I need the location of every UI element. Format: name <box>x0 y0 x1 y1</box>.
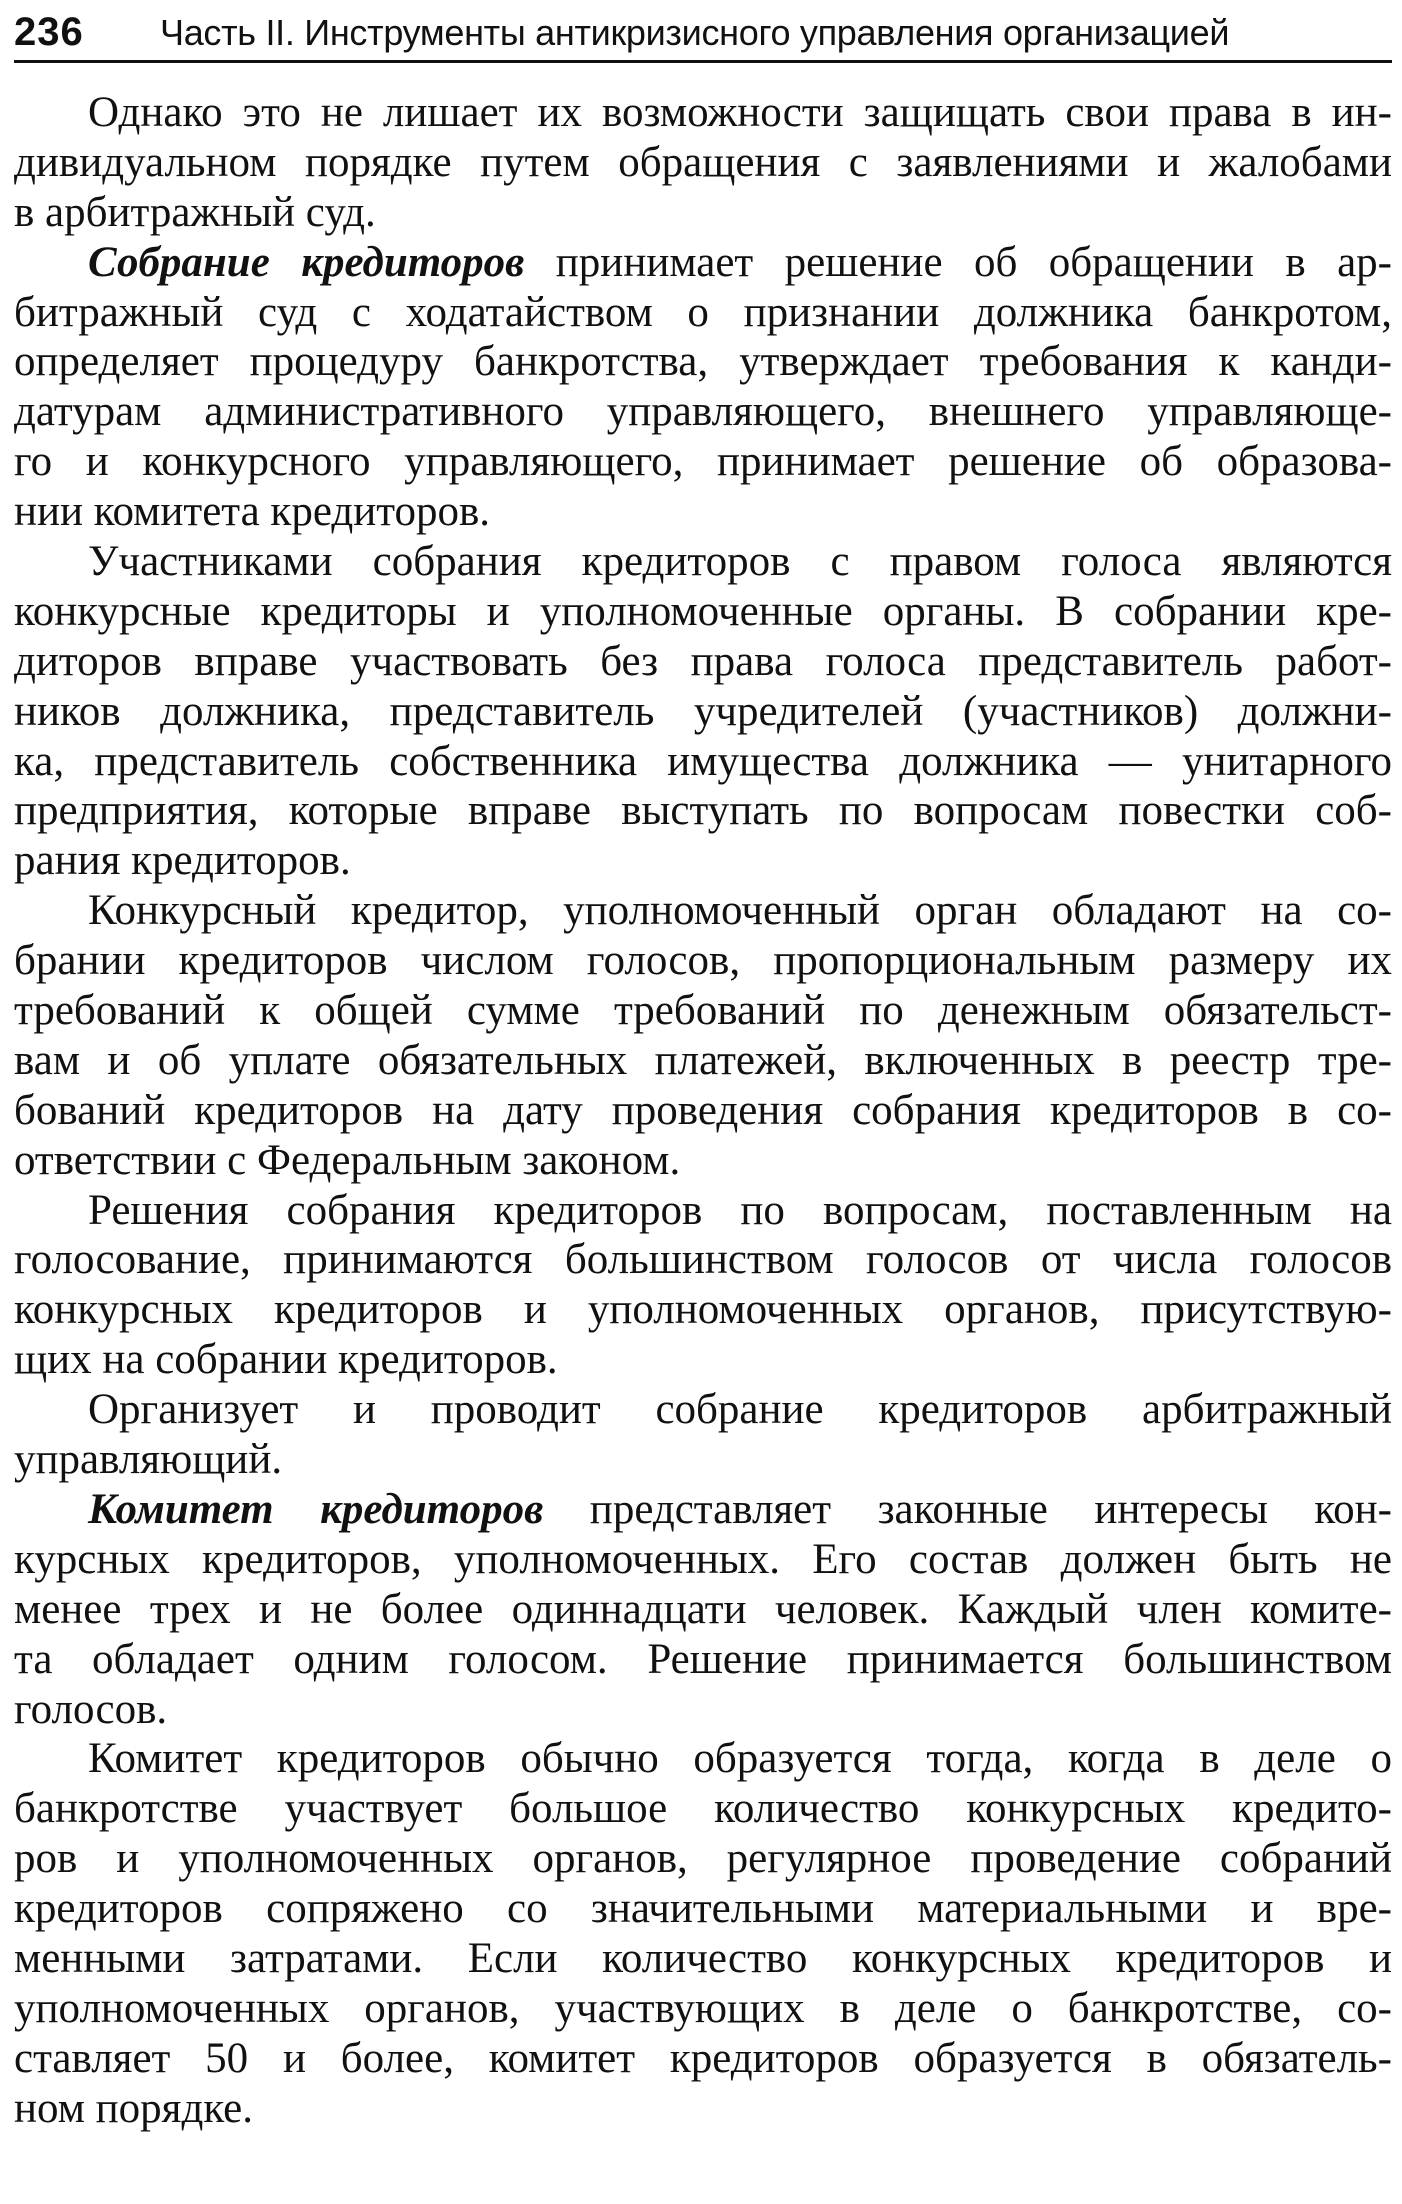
text-line <box>14 936 1392 986</box>
line-text: менными затратами. Если количество конкурсных кредиторов и <box>14 1934 1392 1982</box>
paragraph <box>14 1734 1392 2133</box>
line-text: ном порядке. <box>14 2084 253 2132</box>
line-text: курсных кредиторов, уполномоченных. Его состав должен быть не <box>14 1535 1392 1583</box>
line-text: бований кредиторов на дату проведения собрания кредиторов в со- <box>14 1086 1392 1134</box>
text-line <box>14 1934 1392 1984</box>
text-line <box>14 986 1392 1036</box>
line-text: Комитет кредиторов обычно образуется тогда, когда в деле о <box>88 1735 1392 1783</box>
text-line <box>14 587 1392 637</box>
body-text <box>14 88 1392 2134</box>
text-line <box>14 886 1392 936</box>
text-line <box>14 1086 1392 1136</box>
text-line <box>14 1235 1392 1285</box>
line-text: конкурсных кредиторов и уполномоченных органов, присутствую- <box>14 1286 1392 1334</box>
paragraph <box>14 1385 1392 1485</box>
text-line <box>14 1036 1392 1086</box>
text-line <box>14 786 1392 836</box>
text-line <box>14 88 1392 138</box>
text-line <box>14 1435 1392 1485</box>
text-line <box>14 1585 1392 1635</box>
line-text: голосование, принимаются большинством голосов от числа голосов <box>14 1236 1392 1284</box>
text-line <box>14 437 1392 487</box>
line-text: Решения собрания кредиторов по вопросам, поставленным на <box>88 1186 1392 1234</box>
text-line <box>14 1136 1392 1186</box>
line-text: ответствии с Федеральным законом. <box>14 1136 681 1184</box>
line-text: ров и уполномоченных органов, регулярное проведение собраний <box>14 1835 1392 1883</box>
paragraph <box>14 1186 1392 1386</box>
line-text: принимает решение об обращении в ар- <box>524 238 1392 286</box>
text-line <box>14 238 1392 288</box>
text-line <box>14 1485 1392 1535</box>
line-text: дивидуальном порядке путем обращения с заявлениями и жалобами <box>14 138 1392 186</box>
line-text: требований к общей сумме требований по денежным обязательст- <box>14 987 1392 1035</box>
text-line <box>14 1285 1392 1335</box>
page-number: 236 <box>14 10 84 54</box>
defined-term: Комитет кредиторов <box>88 1485 544 1533</box>
line-text: в арбитражный суд. <box>14 188 376 236</box>
text-line <box>14 1834 1392 1884</box>
text-line <box>14 737 1392 787</box>
text-line <box>14 836 1392 886</box>
line-text: Участниками собрания кредиторов с правом голоса являются <box>88 538 1392 586</box>
text-line <box>14 1535 1392 1585</box>
text-line <box>14 2034 1392 2084</box>
line-text: определяет процедуру банкротства, утверждает требования к канди- <box>14 338 1392 386</box>
text-line <box>14 387 1392 437</box>
text-line <box>14 1784 1392 1834</box>
line-text: го и конкурсного управляющего, принимает решение об образова- <box>14 438 1392 486</box>
line-text: Организует и проводит собрание кредиторов арбитражный <box>88 1386 1392 1434</box>
text-line <box>14 288 1392 338</box>
line-text: щих на собрании кредиторов. <box>14 1336 558 1384</box>
text-line <box>14 1984 1392 2034</box>
line-text: Однако это не лишает их возможности защищать свои права в ин- <box>88 89 1392 136</box>
line-text: менее трех и не более одиннадцати человек. Каждый член комите- <box>14 1585 1392 1633</box>
line-text: управляющий. <box>14 1436 283 1484</box>
text-line <box>14 637 1392 687</box>
line-text: ников должника, представитель учредителей (участников) должни- <box>14 687 1392 735</box>
text-line <box>14 188 1392 238</box>
text-line <box>14 1884 1392 1934</box>
text-line <box>14 537 1392 587</box>
text-line <box>14 337 1392 387</box>
text-line <box>14 487 1392 537</box>
defined-term: Собрание кредиторов <box>88 238 525 286</box>
line-text: предприятия, которые вправе выступать по вопросам повестки соб- <box>14 787 1392 835</box>
text-line <box>14 1186 1392 1236</box>
line-text: голосов. <box>14 1685 168 1733</box>
line-text: диторов вправе участвовать без права голоса представитель работ- <box>14 637 1392 685</box>
running-title: Часть II. Инструменты антикризисного управления организацией <box>160 12 1230 53</box>
line-text: ка, представитель собственника имущества должника — унитарного <box>14 737 1392 785</box>
text-line <box>14 1685 1392 1735</box>
paragraph <box>14 1485 1392 1734</box>
line-text: уполномоченных органов, участвующих в деле о банкротстве, со- <box>14 1984 1392 2032</box>
line-text: кредиторов сопряжено со значительными материальными и вре- <box>14 1885 1392 1933</box>
line-text: датурам административного управляющего, внешнего управляюще- <box>14 388 1392 436</box>
paragraph <box>14 238 1392 537</box>
line-text: конкурсные кредиторы и уполномоченные органы. В собрании кре- <box>14 587 1392 635</box>
line-text: та обладает одним голосом. Решение принимается большинством <box>14 1635 1392 1683</box>
line-text: банкротстве участвует большое количество конкурсных кредито- <box>14 1785 1392 1833</box>
text-line <box>14 1635 1392 1685</box>
line-text: представляет законные интересы кон- <box>543 1485 1392 1533</box>
paragraph <box>14 88 1392 238</box>
text-line <box>14 138 1392 188</box>
line-text: рания кредиторов. <box>14 837 351 885</box>
line-text: брании кредиторов числом голосов, пропорциональным размеру их <box>14 937 1392 985</box>
text-line <box>14 2084 1392 2134</box>
running-header <box>14 10 1392 63</box>
text-line <box>14 1385 1392 1435</box>
line-text: битражный суд с ходатайством о признании должника банкротом, <box>14 288 1392 336</box>
book-page <box>14 0 1392 2204</box>
paragraph <box>14 537 1392 886</box>
paragraph <box>14 886 1392 1185</box>
text-line <box>14 1734 1392 1784</box>
line-text: ставляет 50 и более, комитет кредиторов образуется в обязатель- <box>14 2034 1392 2082</box>
line-text: Конкурсный кредитор, уполномоченный орган обладают на со- <box>88 887 1392 935</box>
line-text: вам и об уплате обязательных платежей, включенных в реестр тре- <box>14 1036 1392 1084</box>
line-text: нии комитета кредиторов. <box>14 488 491 536</box>
text-line <box>14 1335 1392 1385</box>
text-line <box>14 687 1392 737</box>
